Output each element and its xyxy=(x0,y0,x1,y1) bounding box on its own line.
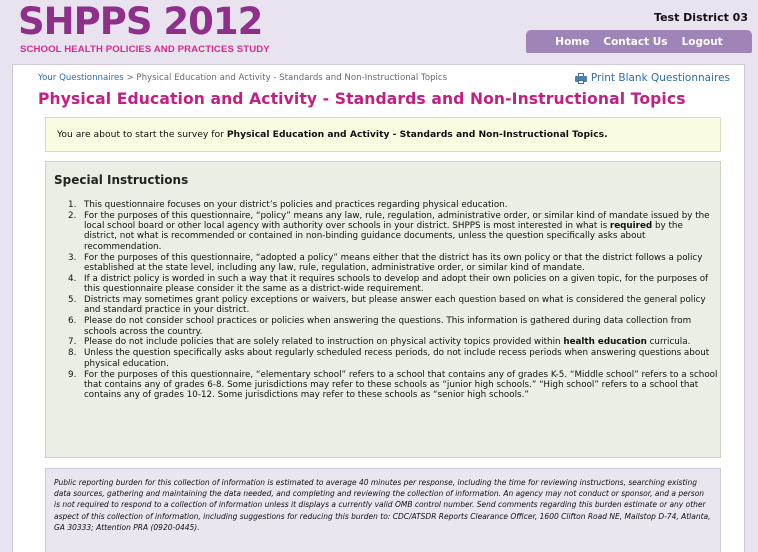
item-number: 7. xyxy=(68,337,77,348)
print-blank-questionnaires-link[interactable] xyxy=(575,72,730,84)
top-nav xyxy=(526,30,752,53)
item-bold: health education xyxy=(563,337,647,348)
instruction-item xyxy=(68,274,718,295)
item-number: 3. xyxy=(68,252,77,263)
item-text: Districts may sometimes grant policy exceptions or waivers, but please answer each question based on what is considered the general policy and standard practice in your district. xyxy=(84,295,706,316)
page-title: Physical Education and Activity - Standards and Non-Instructional Topics xyxy=(38,90,686,108)
breadcrumb xyxy=(38,73,447,83)
item-number: 4. xyxy=(68,273,77,284)
item-number: 5. xyxy=(68,295,77,306)
special-instructions-box xyxy=(45,161,721,458)
instruction-item xyxy=(68,337,718,347)
item-number: 9. xyxy=(68,369,77,380)
nav-home-link[interactable]: Home xyxy=(555,35,590,48)
content-panel xyxy=(12,64,745,552)
item-text: Please do not include policies that are solely related to instruction on physical activity topics provided within xyxy=(84,337,564,348)
instruction-item xyxy=(68,200,718,210)
instruction-item xyxy=(68,348,718,369)
nav-contact-link[interactable]: Contact Us xyxy=(603,35,668,48)
item-number: 6. xyxy=(68,316,77,327)
item-text: For the purposes of this questionnaire, “policy” means any law, rule, regulation, administrative order, or similar kind of mandate issued by the local school board or other local agency with authority over schools in your district. SHPPS is most interested in what is xyxy=(84,210,710,232)
instruction-item xyxy=(68,370,718,401)
burden-statement: Public reporting burden for this collection of information is estimated to average 40 minutes per response, including the time for reviewing instructions, searching existing data sources, gathering and maintaining the data needed, and completing and reviewing the collection of information. An agency may not conduct or sponsor, and a person is not required to respond to a collection of information unless it displays a currently valid OMB control number. Send comments regarding this burden estimate or any other aspect of this collection of information, including suggestions for reducing this burden to: CDC/ATSDR Reports Clearance Officer, 1600 Clifton Road NE, Mailstop D-74, Atlanta, GA 30333; Attention PRA (0920-0445). xyxy=(45,468,721,552)
instruction-item xyxy=(68,295,718,316)
item-text: This questionnaire focuses on your district’s policies and practices regarding physical education. xyxy=(84,200,508,210)
item-number: 1. xyxy=(68,200,77,210)
breadcrumb-current: Physical Education and Activity - Standards and Non-Instructional Topics xyxy=(136,73,448,83)
item-text: For the purposes of this questionnaire, “elementary school” refers to a school that contains any of grades K-5. “Middle school” refers to a school that contains any of grades 6-8. Some jurisdictions may refer to these schools as “junior high schools.” “High school” refers to a school that contains any of grades 10-12. Some jurisdictions may refer to these schools as “senior high schools.” xyxy=(84,369,718,401)
nav-logout-link[interactable]: Logout xyxy=(681,35,723,48)
item-text-post: curricula. xyxy=(646,337,691,348)
shpps-logo xyxy=(18,0,270,56)
item-text: For the purposes of this questionnaire, “adopted a policy” means either that the district has its own policy or that the district follows a policy established at the state level, including any law, rule, regulation, administrative order, or similar kind of mandate. xyxy=(84,252,703,273)
intro-notice xyxy=(45,117,721,152)
instruction-item xyxy=(68,253,718,274)
breadcrumb-separator: > xyxy=(123,73,137,83)
instructions-list xyxy=(68,200,718,401)
breadcrumb-questionnaires-link[interactable]: Your Questionnaires xyxy=(38,73,124,83)
item-number: 8. xyxy=(68,348,77,359)
item-text-post: by the district, not what is recommended or contained in non-binding guidance documents, unless the question specifically asks about recommendation. xyxy=(84,221,683,252)
item-number: 2. xyxy=(68,210,77,221)
printer-icon xyxy=(575,73,587,84)
logo-subtitle: SCHOOL HEALTH POLICIES AND PRACTICES STUDY xyxy=(20,44,270,55)
instruction-item xyxy=(68,211,718,252)
item-bold: required xyxy=(609,221,653,232)
special-instructions-heading: Special Instructions xyxy=(54,173,189,187)
intro-survey-name: Physical Education and Activity - Standards and Non-Instructional Topics. xyxy=(226,129,608,140)
instruction-item xyxy=(68,316,718,337)
intro-prefix: You are about to start the survey for xyxy=(57,129,227,140)
item-text: If a district policy is worded in such a way that it requires schools to develop and adopt their own policies on a given topic, for the purposes of this questionnaire please consider it the same as a district-wide requirement. xyxy=(84,273,709,295)
logo-title: SHPPS 2012 xyxy=(18,0,263,43)
district-name: Test District 03 xyxy=(654,11,748,24)
item-text: Unless the question specifically asks about regularly scheduled recess periods, do not include recess periods when answering questions about physical education. xyxy=(84,348,710,369)
item-text: Please do not consider school practices or policies when answering the questions. This information is gathered during data collection from schools across the country. xyxy=(84,316,692,337)
print-link-label: Print Blank Questionnaires xyxy=(590,72,730,84)
